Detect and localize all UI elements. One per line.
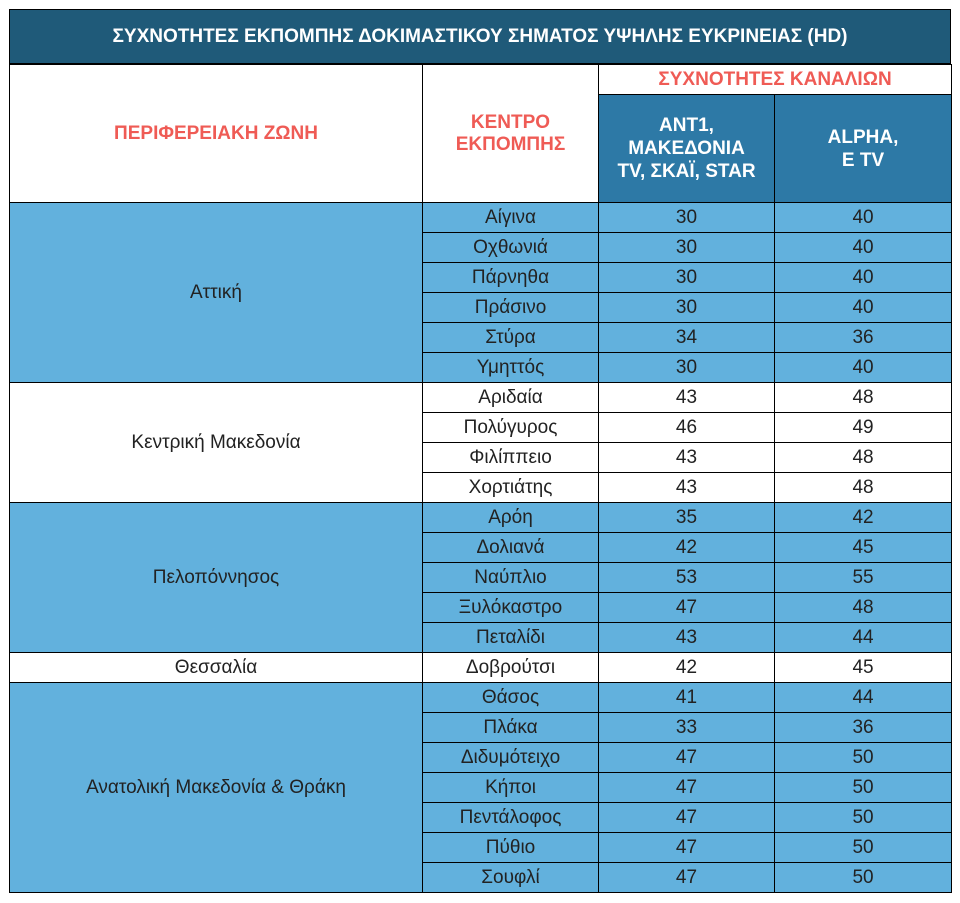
center-cell: Αίγινα xyxy=(423,203,599,233)
center-cell: Οχθωνιά xyxy=(423,233,599,263)
ant1-frequency-cell: 43 xyxy=(599,383,775,413)
alpha-frequency-cell: 36 xyxy=(775,323,952,353)
col2-header-line1: ALPHA, xyxy=(827,126,899,148)
alpha-frequency-cell: 36 xyxy=(775,713,952,743)
center-header-line1: ΚΕΝΤΡΟ xyxy=(470,111,551,133)
ant1-frequency-cell: 33 xyxy=(599,713,775,743)
alpha-frequency-cell: 40 xyxy=(775,263,952,293)
alpha-frequency-cell: 44 xyxy=(775,623,952,653)
alpha-frequency-cell: 44 xyxy=(775,683,952,713)
center-cell: Θάσος xyxy=(423,683,599,713)
center-cell: Αριδαία xyxy=(423,383,599,413)
center-cell: Κήποι xyxy=(423,773,599,803)
center-header xyxy=(423,65,599,203)
zone-cell: Ανατολική Μακεδονία & Θράκη xyxy=(10,683,423,893)
table-row xyxy=(10,203,952,233)
center-cell: Πράσινο xyxy=(423,293,599,323)
center-cell: Φιλίππειο xyxy=(423,443,599,473)
table-row xyxy=(10,653,952,683)
alpha-frequency-cell: 55 xyxy=(775,563,952,593)
alpha-frequency-cell: 48 xyxy=(775,593,952,623)
ant1-frequency-cell: 43 xyxy=(599,473,775,503)
alpha-frequency-cell: 49 xyxy=(775,413,952,443)
alpha-frequency-cell: 50 xyxy=(775,773,952,803)
alpha-frequency-cell: 50 xyxy=(775,803,952,833)
table-row xyxy=(10,503,952,533)
center-cell: Πάρνηθα xyxy=(423,263,599,293)
col1-header-line3: TV, ΣΚΑΪ, STAR xyxy=(617,161,756,182)
alpha-frequency-cell: 48 xyxy=(775,473,952,503)
ant1-frequency-cell: 41 xyxy=(599,683,775,713)
zone-cell: Θεσσαλία xyxy=(10,653,423,683)
center-cell: Δολιανά xyxy=(423,533,599,563)
zone-cell: Αττική xyxy=(10,203,423,383)
ant1-frequency-cell: 47 xyxy=(599,863,775,893)
col2-header-line2: E TV xyxy=(841,149,885,171)
frequency-table-panel xyxy=(9,9,951,893)
ant1-frequency-cell: 47 xyxy=(599,593,775,623)
ant1-frequency-cell: 46 xyxy=(599,413,775,443)
alpha-frequency-cell: 50 xyxy=(775,863,952,893)
alpha-frequency-cell: 40 xyxy=(775,293,952,323)
zone-header: ΠΕΡΙΦΕΡΕΙΑΚΗ ΖΩΝΗ xyxy=(10,65,423,203)
ant1-frequency-cell: 30 xyxy=(599,263,775,293)
alpha-frequency-cell: 48 xyxy=(775,383,952,413)
ant1-frequency-cell: 30 xyxy=(599,293,775,323)
center-cell: Πύθιο xyxy=(423,833,599,863)
ant1-frequency-cell: 30 xyxy=(599,233,775,263)
ant1-frequency-cell: 43 xyxy=(599,623,775,653)
center-cell: Δοβρούτσι xyxy=(423,653,599,683)
ant1-column-header xyxy=(599,95,775,203)
ant1-frequency-cell: 35 xyxy=(599,503,775,533)
ant1-frequency-cell: 42 xyxy=(599,653,775,683)
ant1-frequency-cell: 47 xyxy=(599,743,775,773)
channels-header: ΣΥΧΝΟΤΗΤΕΣ ΚΑΝΑΛΙΩΝ xyxy=(599,65,952,95)
ant1-frequency-cell: 30 xyxy=(599,203,775,233)
center-cell: Πεταλίδι xyxy=(423,623,599,653)
zone-cell: Πελοπόννησος xyxy=(10,503,423,653)
alpha-frequency-cell: 40 xyxy=(775,203,952,233)
ant1-frequency-cell: 53 xyxy=(599,563,775,593)
ant1-frequency-cell: 43 xyxy=(599,443,775,473)
alpha-frequency-cell: 45 xyxy=(775,653,952,683)
alpha-frequency-cell: 40 xyxy=(775,353,952,383)
table-row xyxy=(10,383,952,413)
ant1-frequency-cell: 42 xyxy=(599,533,775,563)
center-cell: Υμηττός xyxy=(423,353,599,383)
center-cell: Διδυμότειχο xyxy=(423,743,599,773)
center-cell: Πολύγυρος xyxy=(423,413,599,443)
alpha-frequency-cell: 45 xyxy=(775,533,952,563)
center-cell: Πλάκα xyxy=(423,713,599,743)
center-cell: Πεντάλοφος xyxy=(423,803,599,833)
alpha-frequency-cell: 50 xyxy=(775,833,952,863)
center-cell: Αρόη xyxy=(423,503,599,533)
center-cell: Χορτιάτης xyxy=(423,473,599,503)
alpha-frequency-cell: 50 xyxy=(775,743,952,773)
center-cell: Στύρα xyxy=(423,323,599,353)
ant1-frequency-cell: 30 xyxy=(599,353,775,383)
zone-cell: Κεντρική Μακεδονία xyxy=(10,383,423,503)
col1-header-line1: ANT1, xyxy=(659,115,714,136)
ant1-frequency-cell: 34 xyxy=(599,323,775,353)
table-row xyxy=(10,683,952,713)
alpha-frequency-cell: 40 xyxy=(775,233,952,263)
alpha-column-header xyxy=(775,95,952,203)
center-cell: Σουφλί xyxy=(423,863,599,893)
alpha-frequency-cell: 42 xyxy=(775,503,952,533)
table-title: ΣΥΧΝΟΤΗΤΕΣ ΕΚΠΟΜΠΗΣ ΔΟΚΙΜΑΣΤΙΚΟΥ ΣΗΜΑΤΟΣ ΥΨΗΛΗΣ ΕΥΚΡΙΝΕΙΑΣ (HD) xyxy=(9,9,951,64)
center-cell: Ναύπλιο xyxy=(423,563,599,593)
frequency-table xyxy=(9,64,952,893)
alpha-frequency-cell: 48 xyxy=(775,443,952,473)
ant1-frequency-cell: 47 xyxy=(599,833,775,863)
center-cell: Ξυλόκαστρο xyxy=(423,593,599,623)
ant1-frequency-cell: 47 xyxy=(599,803,775,833)
ant1-frequency-cell: 47 xyxy=(599,773,775,803)
center-header-line2: ΕΚΠΟΜΠΗΣ xyxy=(455,133,566,155)
table-body xyxy=(10,203,952,893)
col1-header-line2: ΜΑΚΕΔΟΝΙΑ xyxy=(628,138,745,159)
